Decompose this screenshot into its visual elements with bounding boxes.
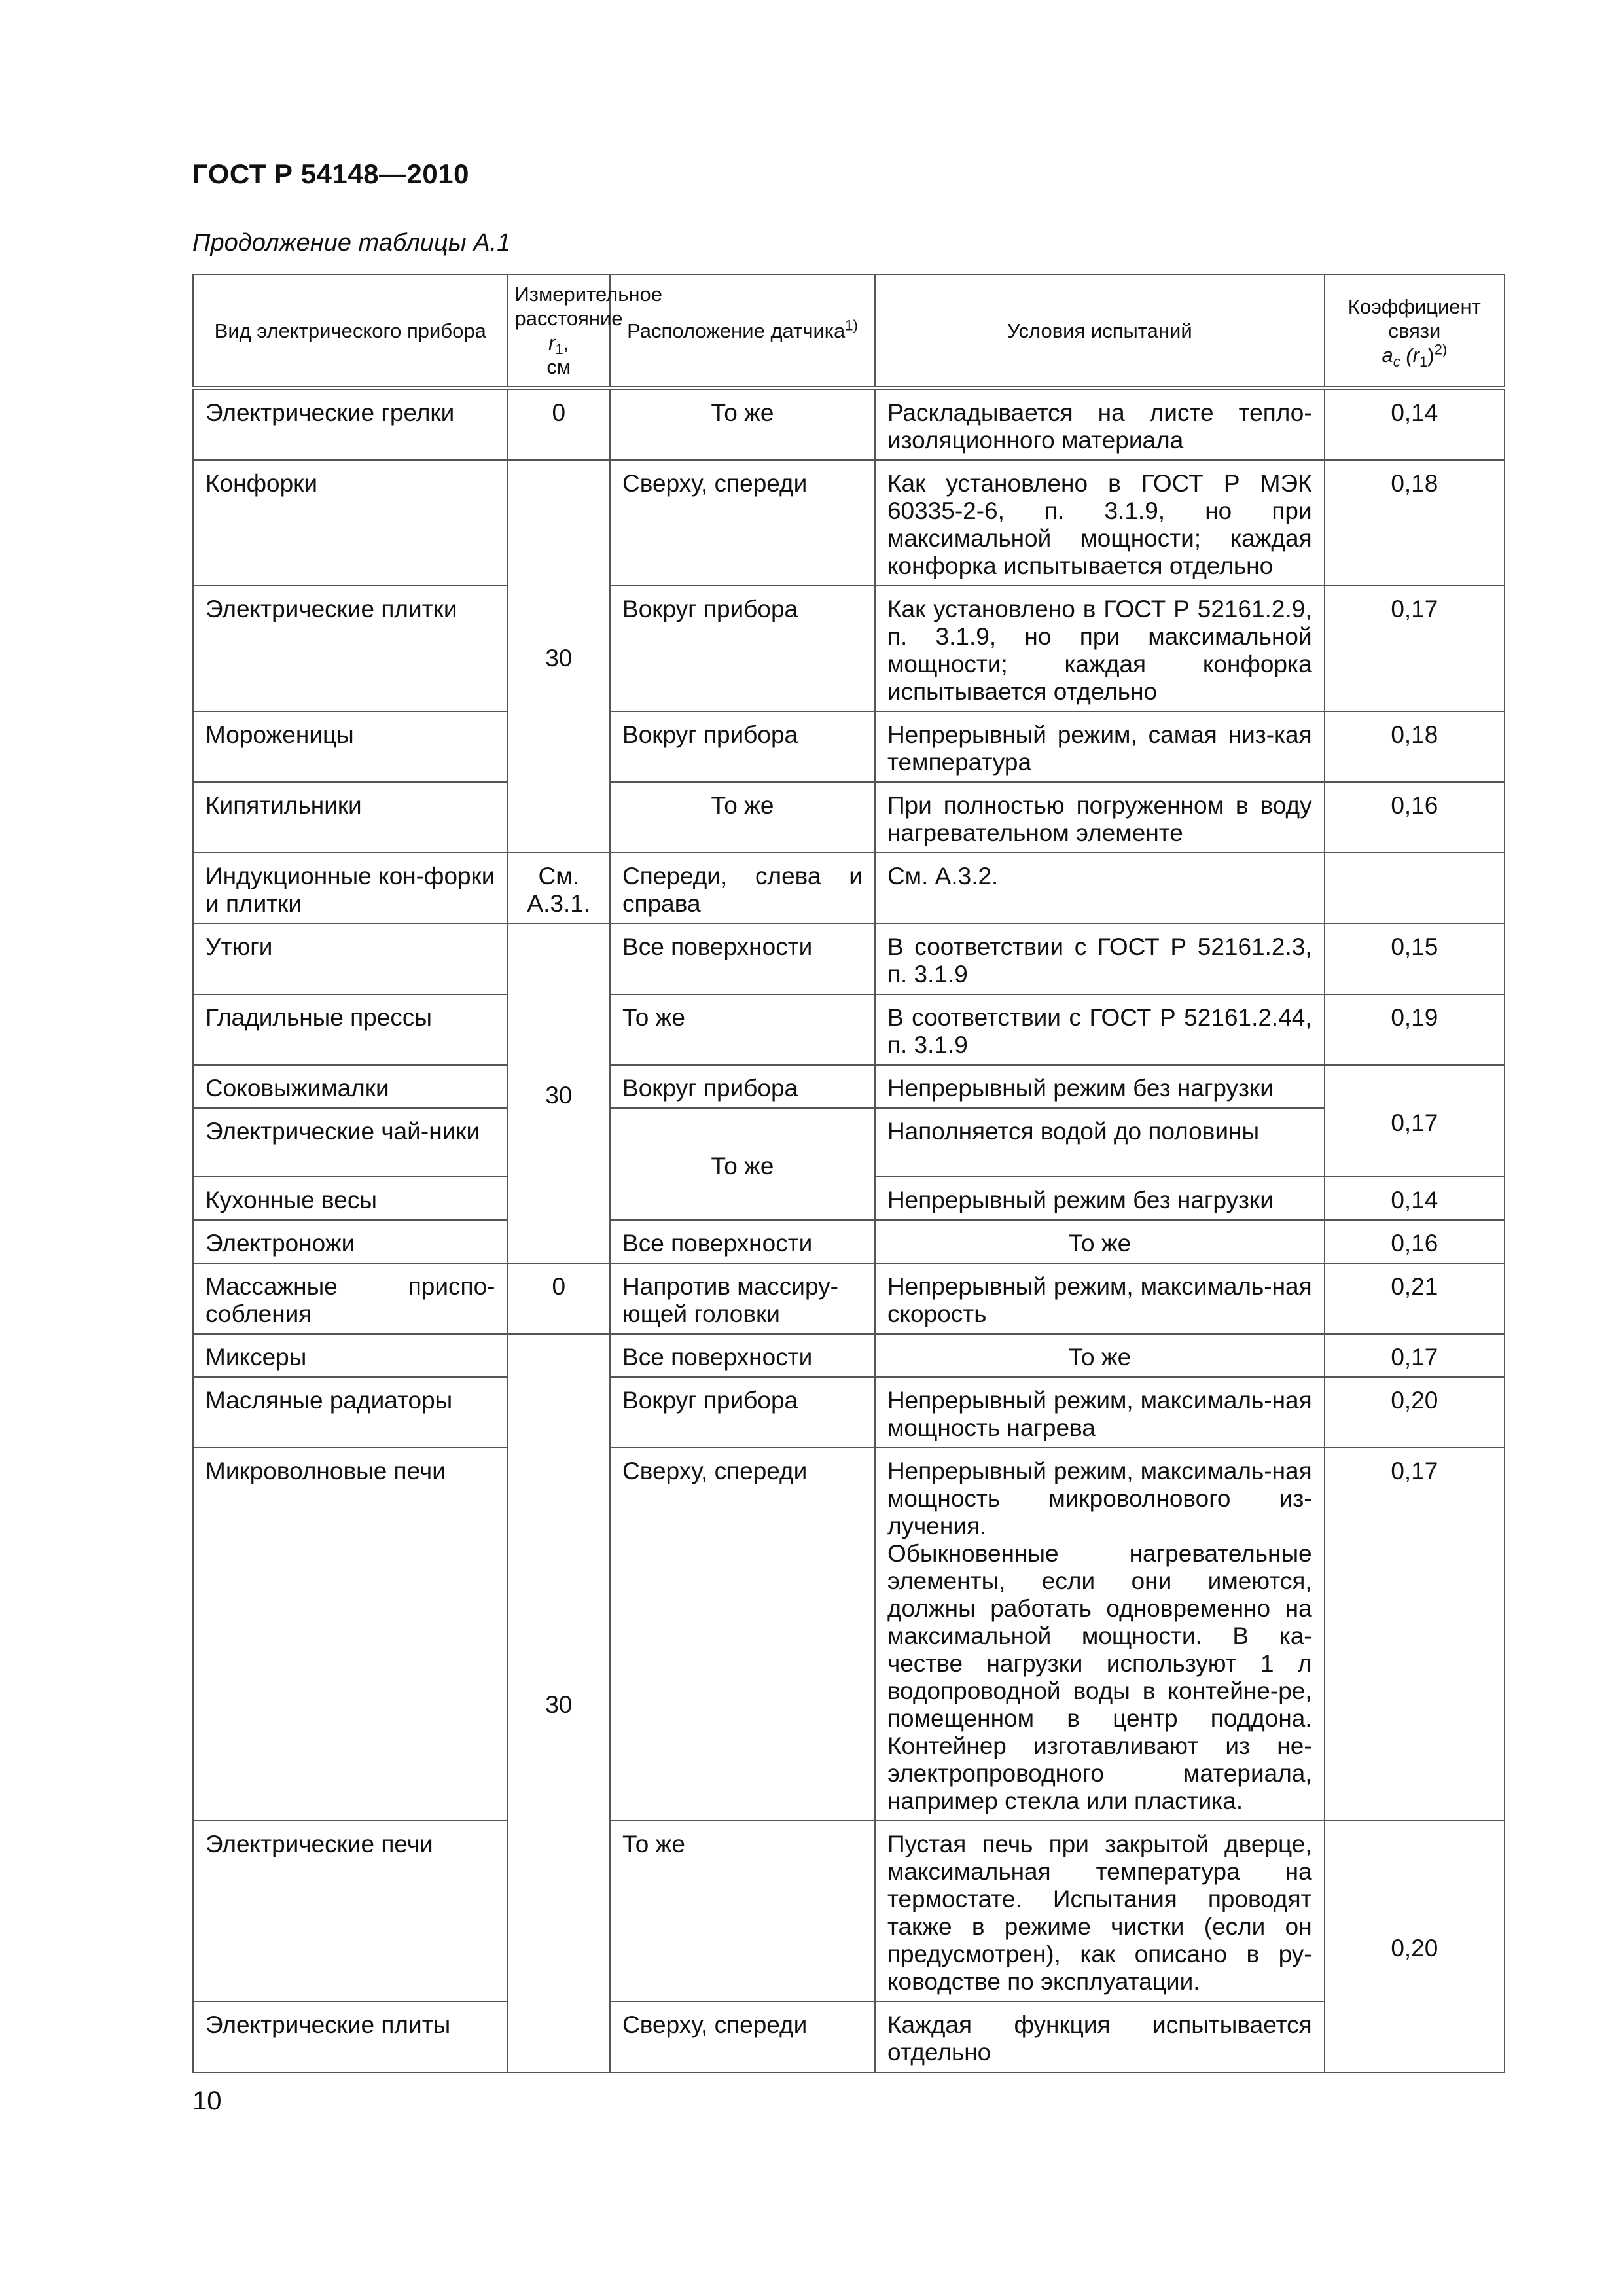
table-row xyxy=(193,853,1505,924)
header-coefficient-arg-subscript: 1 xyxy=(1419,353,1428,370)
conditions-cell: В соответствии с ГОСТ Р 52161.2.3, п. 3.1.9 xyxy=(875,924,1325,994)
device-cell: Соковыжималки xyxy=(193,1065,507,1108)
device-cell: Электрические печи xyxy=(193,1821,507,2001)
distance-cell: 30 xyxy=(507,924,610,1263)
coefficient-cell: 0,14 xyxy=(1325,388,1505,460)
device-cell: Электрические грелки xyxy=(193,388,507,460)
distance-cell: 0 xyxy=(507,1263,610,1334)
table-row xyxy=(193,994,1505,1065)
conditions-cell: Непрерывный режим, самая низ-кая температура xyxy=(875,711,1325,782)
coefficient-cell: 0,16 xyxy=(1325,1220,1505,1263)
conditions-cell: Как установлено в ГОСТ Р 52161.2.9, п. 3.1.9, но при максимальной мощности; каждая конфорка испытывается отдельно xyxy=(875,586,1325,711)
header-test-conditions xyxy=(875,274,1325,388)
coefficient-cell: 0,18 xyxy=(1325,711,1505,782)
location-cell: Спереди, слева и справа xyxy=(610,853,875,924)
device-cell: Электрические чай-ники xyxy=(193,1108,507,1177)
device-cell: Массажные приспо-собления xyxy=(193,1263,507,1334)
page-number: 10 xyxy=(192,2087,222,2115)
coefficient-cell: 0,15 xyxy=(1325,924,1505,994)
table-row xyxy=(193,1065,1505,1108)
location-cell: Все поверхности xyxy=(610,1220,875,1263)
conditions-cell: Непрерывный режим, максималь-ная мощность микроволнового из-лучения. Обыкновенные нагревательные элементы, если они имеются, должны работать одновременно на максимальной мощности. В ка-честве нагрузки используют 1 л водопроводной воды в контейне-ре, помещенном в центр поддона. Контейнер изготавливают из не-электропроводного материала, например стекла или пластика. xyxy=(875,1448,1325,1821)
location-cell: То же xyxy=(610,1108,875,1220)
conditions-cell: Непрерывный режим без нагрузки xyxy=(875,1065,1325,1108)
coefficient-cell: 0,19 xyxy=(1325,994,1505,1065)
device-cell: Масляные радиаторы xyxy=(193,1377,507,1448)
table-row xyxy=(193,1108,1505,1177)
conditions-cell: Как установлено в ГОСТ Р МЭК 60335-2-6, п. 3.1.9, но при максимальной мощности; каждая конфорка испытывается отдельно xyxy=(875,460,1325,586)
device-cell: Индукционные кон-форки и плитки xyxy=(193,853,507,924)
header-distance-comma: , xyxy=(563,331,569,354)
location-cell: То же xyxy=(610,1821,875,2001)
distance-cell: 30 xyxy=(507,460,610,853)
table-row xyxy=(193,1448,1505,1821)
conditions-cell: То же xyxy=(875,1220,1325,1263)
table-row xyxy=(193,2001,1505,2072)
table-row xyxy=(193,460,1505,586)
device-cell: Миксеры xyxy=(193,1334,507,1377)
device-cell: Конфорки xyxy=(193,460,507,586)
table-header-row xyxy=(193,274,1505,388)
table-row xyxy=(193,1334,1505,1377)
location-cell: Вокруг прибора xyxy=(610,586,875,711)
conditions-cell: Непрерывный режим без нагрузки xyxy=(875,1177,1325,1220)
coefficient-cell: 0,17 xyxy=(1325,1448,1505,1821)
device-cell: Кипятильники xyxy=(193,782,507,853)
header-test-conditions-label: Условия испытаний xyxy=(1007,319,1192,342)
location-cell: То же xyxy=(610,782,875,853)
conditions-cell: Пустая печь при закрытой дверце, максимальная температура на термостате. Испытания проводят также в режиме чистки (если он предусмотрен), как описано в ру-ководстве по эксплуатации. xyxy=(875,1821,1325,2001)
coefficient-cell: 0,14 xyxy=(1325,1177,1505,1220)
header-footnote-1: 1) xyxy=(845,317,858,334)
device-cell: Электрические плиты xyxy=(193,2001,507,2072)
conditions-cell: См. А.3.2. xyxy=(875,853,1325,924)
device-cell: Гладильные прессы xyxy=(193,994,507,1065)
location-cell: Вокруг прибора xyxy=(610,1065,875,1108)
conditions-cell: Каждая функция испытывается отдельно xyxy=(875,2001,1325,2072)
coefficient-cell: 0,17 xyxy=(1325,1065,1505,1177)
header-sensor-location-label: Расположение датчика xyxy=(627,319,846,342)
header-coefficient-subscript: c xyxy=(1393,353,1400,370)
conditions-cell: Непрерывный режим, максималь-ная мощность нагрева xyxy=(875,1377,1325,1448)
table-row xyxy=(193,586,1505,711)
coefficient-cell: 0,17 xyxy=(1325,1334,1505,1377)
document-code: ГОСТ Р 54148—2010 xyxy=(192,158,469,189)
location-cell: Все поверхности xyxy=(610,924,875,994)
conditions-cell: В соответствии с ГОСТ Р 52161.2.44, п. 3.1.9 xyxy=(875,994,1325,1065)
distance-cell: 30 xyxy=(507,1334,610,2072)
table-row xyxy=(193,924,1505,994)
header-device-type-label: Вид электрического прибора xyxy=(214,319,486,342)
conditions-cell: Наполняется водой до половины xyxy=(875,1108,1325,1177)
header-distance-label: Измерительное расстояние xyxy=(514,283,662,330)
coefficient-cell xyxy=(1325,853,1505,924)
header-coefficient-label: Коэффициент связи xyxy=(1347,295,1481,342)
location-cell: Сверху, спереди xyxy=(610,460,875,586)
location-cell: Напротив массиру-ющей головки xyxy=(610,1263,875,1334)
location-cell: То же xyxy=(610,994,875,1065)
distance-cell: См. А.3.1. xyxy=(507,853,610,924)
coefficient-cell: 0,16 xyxy=(1325,782,1505,853)
table-row xyxy=(193,1220,1505,1263)
device-cell: Электроножи xyxy=(193,1220,507,1263)
header-coefficient-arg: (r xyxy=(1400,343,1419,367)
coefficient-cell: 0,20 xyxy=(1325,1821,1505,2072)
location-cell: Сверху, спереди xyxy=(610,2001,875,2072)
header-coupling-coefficient xyxy=(1325,274,1505,388)
table-row xyxy=(193,1821,1505,2001)
location-cell: Вокруг прибора xyxy=(610,1377,875,1448)
table-row xyxy=(193,711,1505,782)
coefficient-cell: 0,18 xyxy=(1325,460,1505,586)
device-cell: Утюги xyxy=(193,924,507,994)
header-coefficient-paren: ) xyxy=(1427,343,1435,367)
header-footnote-2: 2) xyxy=(1434,341,1448,358)
appliance-coefficient-table xyxy=(192,274,1505,2073)
table-continuation-caption: Продолжение таблицы А.1 xyxy=(192,229,511,257)
coefficient-cell: 0,17 xyxy=(1325,586,1505,711)
distance-cell: 0 xyxy=(507,388,610,460)
conditions-cell: Раскладывается на листе тепло-изоляционного материала xyxy=(875,388,1325,460)
table-row xyxy=(193,782,1505,853)
header-coefficient-symbol: a xyxy=(1382,343,1393,367)
device-cell: Кухонные весы xyxy=(193,1177,507,1220)
coefficient-cell: 0,20 xyxy=(1325,1377,1505,1448)
table-row xyxy=(193,1377,1505,1448)
table-row xyxy=(193,388,1505,460)
location-cell: Все поверхности xyxy=(610,1334,875,1377)
coefficient-cell: 0,21 xyxy=(1325,1263,1505,1334)
device-cell: Мороженицы xyxy=(193,711,507,782)
device-cell: Электрические плитки xyxy=(193,586,507,711)
device-cell: Микроволновые печи xyxy=(193,1448,507,1821)
header-distance xyxy=(507,274,662,388)
header-distance-unit: см xyxy=(546,355,571,378)
location-cell: То же xyxy=(610,388,875,460)
conditions-cell: При полностью погруженном в воду нагревательном элементе xyxy=(875,782,1325,853)
table-row xyxy=(193,1263,1505,1334)
header-distance-subscript: 1 xyxy=(555,341,563,358)
conditions-cell: Непрерывный режим, максималь-ная скорость xyxy=(875,1263,1325,1334)
header-distance-symbol: r xyxy=(548,331,556,354)
location-cell: Вокруг прибора xyxy=(610,711,875,782)
location-cell: Сверху, спереди xyxy=(610,1448,875,1821)
header-device-type xyxy=(193,274,507,388)
conditions-cell: То же xyxy=(875,1334,1325,1377)
